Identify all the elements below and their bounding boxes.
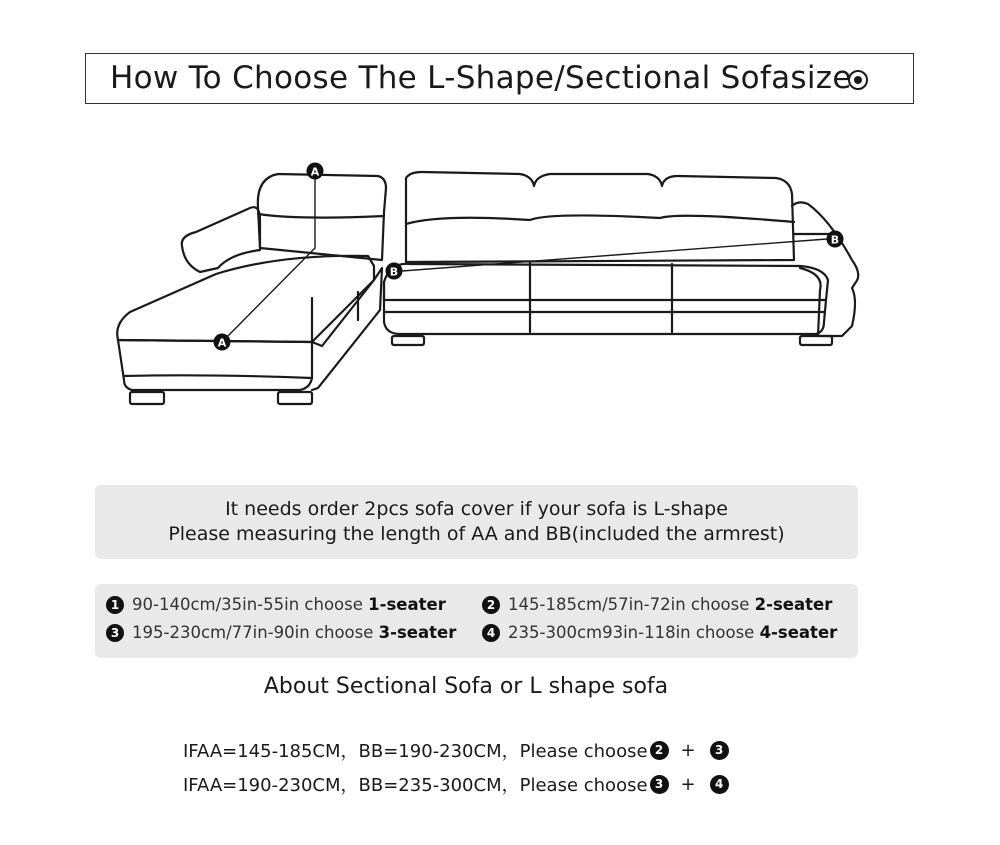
main-sofa-leg (800, 336, 832, 345)
number-3-icon: 3 (106, 624, 124, 642)
target-circle-icon (848, 70, 868, 90)
instruction-note (95, 485, 858, 559)
main-sofa-base (384, 282, 826, 334)
number-1-icon: 1 (106, 596, 124, 614)
number-2-icon: 2 (482, 596, 500, 614)
l-shape-sofa-diagram (100, 150, 880, 420)
size-option-4: 4 235-300cm93in-118in choose 4-seater (482, 623, 837, 642)
combo-line-2 (183, 771, 729, 797)
chaise-back-cushion (258, 214, 384, 218)
page-title: How To Choose The L-Shape/Sectional Sofasize (110, 60, 852, 96)
main-sofa-leg (392, 336, 424, 345)
chaise-leg (278, 392, 312, 404)
combo-text: IFAA=190-230CM，BB=235-300CM，Please choose (183, 775, 648, 796)
note-line-2: Please measuring the length of AA and BB(included the armrest) (168, 523, 785, 545)
size-guide (95, 584, 858, 658)
chaise-seat (117, 256, 374, 346)
svg-text:B: B (830, 233, 840, 247)
svg-text:A: A (217, 336, 227, 350)
number-4-icon: 4 (710, 775, 729, 794)
chaise-armrest (182, 207, 260, 272)
chaise-side (312, 268, 382, 390)
plus-sign: + (680, 739, 696, 761)
svg-text:A: A (310, 165, 320, 179)
combo-line-1 (183, 737, 729, 763)
size-option-3: 3 195-230cm/77in-90in choose 3-seater (106, 623, 456, 642)
chaise-leg (130, 392, 164, 404)
marker-a-bottom (214, 334, 231, 351)
chaise-seat-front (118, 340, 312, 390)
size-option-2: 2 145-185cm/57in-72in choose 2-seater (482, 595, 832, 614)
number-4-icon: 4 (482, 624, 500, 642)
marker-a-top (307, 163, 324, 180)
size-option-1: 1 90-140cm/35in-55in choose 1-seater (106, 595, 446, 614)
title-box (85, 53, 914, 104)
marker-b-left (386, 263, 403, 280)
number-3-icon: 3 (710, 741, 729, 760)
number-2-icon: 2 (650, 741, 669, 760)
svg-text:B: B (389, 265, 399, 279)
combo-text: IFAA=145-185CM，BB=190-230CM，Please choose (183, 741, 648, 762)
about-heading: About Sectional Sofa or L shape sofa (263, 674, 669, 699)
marker-b-right (827, 231, 844, 248)
plus-sign: + (680, 773, 696, 795)
number-3-icon: 3 (650, 775, 669, 794)
main-sofa-seat (384, 264, 828, 300)
note-line-1: It needs order 2pcs sofa cover if your sofa is L-shape (225, 498, 728, 520)
